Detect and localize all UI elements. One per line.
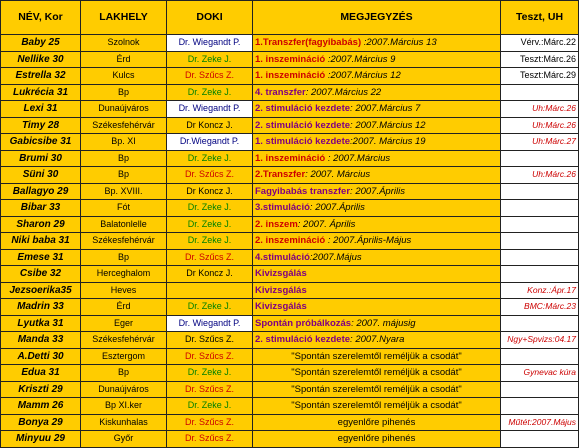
cell-note[interactable] xyxy=(253,35,501,52)
cell-note[interactable] xyxy=(253,150,501,167)
note-event: 3.stimuláció xyxy=(255,202,310,214)
table-row xyxy=(1,414,579,431)
note-date: :2007.Március 9 xyxy=(325,53,396,65)
cell-name[interactable]: Brumi 30 xyxy=(1,150,81,167)
cell-place[interactable]: Érd xyxy=(81,299,167,316)
note-date: : 2007. Április xyxy=(297,218,356,230)
cell-note[interactable] xyxy=(253,233,501,250)
cell-test[interactable] xyxy=(501,348,579,365)
cell-name[interactable]: Timy 28 xyxy=(1,117,81,134)
note-event: 2. stimuláció kezdete xyxy=(255,103,351,115)
cell-note[interactable] xyxy=(253,315,501,332)
cell-name[interactable]: Baby 25 xyxy=(1,35,81,52)
note-date: egyenlőre pihenés xyxy=(337,433,416,445)
cell-place[interactable]: Bp xyxy=(81,249,167,266)
cell-note[interactable] xyxy=(253,398,501,415)
note-event: 1. stimuláció kezdete xyxy=(255,136,351,148)
note-date: : 2007. májusig xyxy=(351,317,416,329)
cell-doctor[interactable]: Dr. Zeke J. xyxy=(167,51,253,68)
cell-doctor[interactable]: Dr. Szűcs Z. xyxy=(167,68,253,85)
cell-name[interactable]: A.Detti 30 xyxy=(1,348,81,365)
note-event: Spontán próbálkozás xyxy=(255,317,352,329)
note-event: 2. stimuláció kezdete xyxy=(255,119,351,131)
cell-test[interactable] xyxy=(501,315,579,332)
cell-name[interactable]: Lukrécia 31 xyxy=(1,84,81,101)
note-date: : 2007.Április xyxy=(350,185,405,197)
cell-note[interactable] xyxy=(253,134,501,151)
table-row xyxy=(1,398,579,415)
table-row xyxy=(1,35,579,52)
cell-doctor[interactable]: Dr. Zeke J. xyxy=(167,365,253,382)
cell-test[interactable] xyxy=(501,150,579,167)
cell-place[interactable]: Balatonlelle xyxy=(81,216,167,233)
cell-place[interactable]: Érd xyxy=(81,51,167,68)
cell-test[interactable]: Gynevac kúra xyxy=(501,365,579,382)
note-date: :2007.Május xyxy=(309,251,362,263)
cell-note[interactable] xyxy=(253,332,501,349)
cell-place[interactable]: Székesfehérvár xyxy=(81,117,167,134)
note-date: :2007.Március 12 xyxy=(325,70,401,82)
table-row xyxy=(1,51,579,68)
cell-place[interactable]: Herceghalom xyxy=(81,266,167,283)
cell-note[interactable] xyxy=(253,299,501,316)
table-row xyxy=(1,315,579,332)
cell-test[interactable]: Teszt:Márc.29 xyxy=(501,68,579,85)
cell-test[interactable]: Vérv.:Márc.22 xyxy=(501,35,579,52)
cell-place[interactable]: Székesfehérvár xyxy=(81,233,167,250)
cell-test[interactable] xyxy=(501,216,579,233)
cell-note[interactable] xyxy=(253,68,501,85)
cell-test[interactable] xyxy=(501,381,579,398)
header-row xyxy=(1,1,579,35)
cell-doctor[interactable]: Dr. Zeke J. xyxy=(167,200,253,217)
cell-test[interactable] xyxy=(501,249,579,266)
table-row xyxy=(1,249,579,266)
cell-place[interactable]: Bp xyxy=(81,150,167,167)
cell-name[interactable]: Jezsoerika35 xyxy=(1,282,81,299)
cell-note[interactable] xyxy=(253,249,501,266)
cell-test[interactable] xyxy=(501,398,579,415)
cell-place[interactable]: Kiskunhalas xyxy=(81,414,167,431)
cell-doctor[interactable]: Dr. Zeke J. xyxy=(167,84,253,101)
cell-name[interactable]: Bibar 33 xyxy=(1,200,81,217)
note-date: : 2007.Március 12 xyxy=(350,119,426,131)
note-event: 2. inszemináció xyxy=(255,235,326,247)
cell-place[interactable]: Fót xyxy=(81,200,167,217)
cell-test[interactable]: Teszt:Márc.26 xyxy=(501,51,579,68)
note-event: 2.Transzfer xyxy=(255,169,306,181)
cell-doctor[interactable]: Dr. Zeke J. xyxy=(167,398,253,415)
cell-doctor[interactable]: Dr. Wiegandt P. xyxy=(167,315,253,332)
cell-place[interactable]: Bp. XVIII. xyxy=(81,183,167,200)
note-date: : 2007.Március 22 xyxy=(305,86,382,98)
cell-doctor[interactable]: Dr. Szűcs Z. xyxy=(167,332,253,349)
note-event: 1. inszemináció xyxy=(255,152,326,164)
table-row xyxy=(1,299,579,316)
cell-doctor[interactable] xyxy=(167,282,253,299)
header-place[interactable]: LAKHELY xyxy=(81,1,167,35)
cell-doctor[interactable]: Dr. Zeke J. xyxy=(167,233,253,250)
cell-name[interactable]: Lyutka 31 xyxy=(1,315,81,332)
note-date: : 2007.Április-Május xyxy=(325,235,412,247)
table-row xyxy=(1,216,579,233)
note-event: 1. inszemináció xyxy=(255,53,326,65)
cell-note[interactable] xyxy=(253,101,501,118)
cell-test[interactable]: Konz.:Ápr.17 xyxy=(501,282,579,299)
table-row xyxy=(1,233,579,250)
note-event: 2. stimuláció kezdete xyxy=(255,334,351,346)
table-row xyxy=(1,365,579,382)
cell-note[interactable] xyxy=(253,282,501,299)
note-event: 4. transzfer xyxy=(255,86,306,98)
cell-place[interactable]: Győr xyxy=(81,431,167,448)
cell-test[interactable] xyxy=(501,266,579,283)
cell-note[interactable] xyxy=(253,414,501,431)
cell-place[interactable]: Eger xyxy=(81,315,167,332)
table-row xyxy=(1,183,579,200)
note-date: :2007.Március 13 xyxy=(361,37,437,49)
cell-note[interactable] xyxy=(253,266,501,283)
table-body xyxy=(1,35,579,448)
cell-note[interactable] xyxy=(253,167,501,184)
note-date: egyenlőre pihenés xyxy=(337,416,416,428)
cell-doctor[interactable]: Dr. Szűcs Z. xyxy=(167,381,253,398)
note-date: : 2007.Április xyxy=(309,202,365,214)
cell-name[interactable]: Edua 31 xyxy=(1,365,81,382)
cell-place[interactable]: Székesfehérvár xyxy=(81,332,167,349)
cell-name[interactable]: Ballagyo 29 xyxy=(1,183,81,200)
note-event: Kivizsgálás xyxy=(255,301,307,313)
table-row xyxy=(1,381,579,398)
cell-place[interactable]: Szolnok xyxy=(81,35,167,52)
cell-note[interactable] xyxy=(253,381,501,398)
cell-name[interactable]: Süni 30 xyxy=(1,167,81,184)
note-date: :2007. Március 19 xyxy=(350,136,426,148)
cell-test[interactable]: Ngy+Spvizs:04.17 xyxy=(501,332,579,349)
cell-doctor[interactable]: Dr Koncz J. xyxy=(167,117,253,134)
cell-doctor[interactable]: Dr. Zeke J. xyxy=(167,150,253,167)
cell-note[interactable] xyxy=(253,431,501,448)
cell-place[interactable]: Bp xyxy=(81,167,167,184)
cell-name[interactable]: Lexi 31 xyxy=(1,101,81,118)
note-event: Fagyibabás transzfer xyxy=(255,185,351,197)
cell-doctor[interactable]: Dr. Szűcs Z. xyxy=(167,348,253,365)
cell-doctor[interactable]: Dr. Zeke J. xyxy=(167,216,253,233)
cell-place[interactable]: Dunaújváros xyxy=(81,381,167,398)
cell-test[interactable]: Műtét:2007.Május xyxy=(501,414,579,431)
table-row xyxy=(1,266,579,283)
cell-note[interactable] xyxy=(253,51,501,68)
cell-name[interactable]: Manda 33 xyxy=(1,332,81,349)
cell-place[interactable]: Dunaújváros xyxy=(81,101,167,118)
header-note[interactable]: MEGJEGYZÉS xyxy=(253,1,501,35)
cell-name[interactable]: Sharon 29 xyxy=(1,216,81,233)
note-event: 2. inszem xyxy=(255,218,298,230)
cell-note[interactable] xyxy=(253,117,501,134)
cell-doctor[interactable]: Dr. Szűcs Z. xyxy=(167,414,253,431)
cell-doctor[interactable]: Dr Koncz J. xyxy=(167,183,253,200)
cell-note[interactable] xyxy=(253,365,501,382)
cell-test[interactable]: Uh:Márc.26 xyxy=(501,101,579,118)
cell-place[interactable]: Heves xyxy=(81,282,167,299)
cell-name[interactable]: Gabicsibe 31 xyxy=(1,134,81,151)
cell-place[interactable]: Bp xyxy=(81,84,167,101)
cell-place[interactable]: Bp xyxy=(81,365,167,382)
cell-doctor[interactable]: Dr.Wiegandt P. xyxy=(167,134,253,151)
cell-test[interactable]: Uh:Márc.26 xyxy=(501,117,579,134)
note-date: : 2007.Március xyxy=(325,152,391,164)
table-row xyxy=(1,68,579,85)
cell-place[interactable]: Kulcs xyxy=(81,68,167,85)
note-event: Kivizsgálás xyxy=(255,268,307,280)
note-date: : 2007. Március xyxy=(305,169,371,181)
note-date: "Spontán szerelemtől reméljük a csodát" xyxy=(291,400,462,412)
cell-doctor[interactable]: Dr. Szűcs Z. xyxy=(167,249,253,266)
cell-name[interactable]: Nellike 30 xyxy=(1,51,81,68)
table-row xyxy=(1,134,579,151)
cell-name[interactable]: Bonya 29 xyxy=(1,414,81,431)
cell-name[interactable]: Csibe 32 xyxy=(1,266,81,283)
cell-name[interactable]: Niki baba 31 xyxy=(1,233,81,250)
cell-name[interactable]: Kriszti 29 xyxy=(1,381,81,398)
cell-test[interactable]: Uh:Márc.26 xyxy=(501,167,579,184)
cell-doctor[interactable]: Dr Koncz J. xyxy=(167,266,253,283)
cell-place[interactable]: Bp XI.ker xyxy=(81,398,167,415)
cell-test[interactable] xyxy=(501,84,579,101)
cell-name[interactable]: Minyuu 29 xyxy=(1,431,81,448)
cell-doctor[interactable]: Dr. Wiegandt P. xyxy=(167,35,253,52)
table-row xyxy=(1,167,579,184)
note-event: 4.stimuláció xyxy=(255,251,310,263)
cell-test[interactable] xyxy=(501,233,579,250)
cell-test[interactable] xyxy=(501,200,579,217)
cell-test[interactable]: Uh:Márc.27 xyxy=(501,134,579,151)
cell-doctor[interactable]: Dr. Szűcs Z. xyxy=(167,431,253,448)
note-date: "Spontán szerelemtől reméljük a csodát" xyxy=(291,383,462,395)
note-event: 1.Transzfer(fagyibabás) xyxy=(255,37,362,49)
table-row xyxy=(1,282,579,299)
header-test[interactable]: Teszt, UH xyxy=(501,1,579,35)
cell-test[interactable] xyxy=(501,183,579,200)
table-row xyxy=(1,117,579,134)
cell-note[interactable] xyxy=(253,84,501,101)
note-date: "Spontán szerelemtől reméljük a csodát" xyxy=(291,367,462,379)
header-name[interactable]: NÉV, Kor xyxy=(1,1,81,35)
table-row xyxy=(1,431,579,448)
cell-test[interactable]: BMC:Márc.23 xyxy=(501,299,579,316)
header-doctor[interactable]: DOKI xyxy=(167,1,253,35)
note-event: 1. inszemináció xyxy=(255,70,326,82)
note-event: Kivizsgálás xyxy=(255,284,307,296)
table-row xyxy=(1,84,579,101)
cell-note[interactable] xyxy=(253,183,501,200)
cell-doctor[interactable]: Dr. Zeke J. xyxy=(167,299,253,316)
table-row xyxy=(1,200,579,217)
table-row xyxy=(1,348,579,365)
cell-name[interactable]: Estrella 32 xyxy=(1,68,81,85)
cell-name[interactable]: Madrin 33 xyxy=(1,299,81,316)
cell-note[interactable] xyxy=(253,216,501,233)
cell-doctor[interactable]: Dr. Szűcs Z. xyxy=(167,167,253,184)
note-date: "Spontán szerelemtől reméljük a csodát" xyxy=(291,350,462,362)
cell-name[interactable]: Mamm 26 xyxy=(1,398,81,415)
cell-note[interactable] xyxy=(253,200,501,217)
note-date: : 2007.Nyara xyxy=(350,334,405,346)
cell-place[interactable]: Esztergom xyxy=(81,348,167,365)
table-row xyxy=(1,150,579,167)
cell-test[interactable] xyxy=(501,431,579,448)
cell-name[interactable]: Emese 31 xyxy=(1,249,81,266)
table-row xyxy=(1,332,579,349)
note-date: : 2007.Március 7 xyxy=(350,103,421,115)
cell-note[interactable] xyxy=(253,348,501,365)
table-row xyxy=(1,101,579,118)
cell-doctor[interactable]: Dr. Wiegandt P. xyxy=(167,101,253,118)
cell-place[interactable]: Bp. XI xyxy=(81,134,167,151)
